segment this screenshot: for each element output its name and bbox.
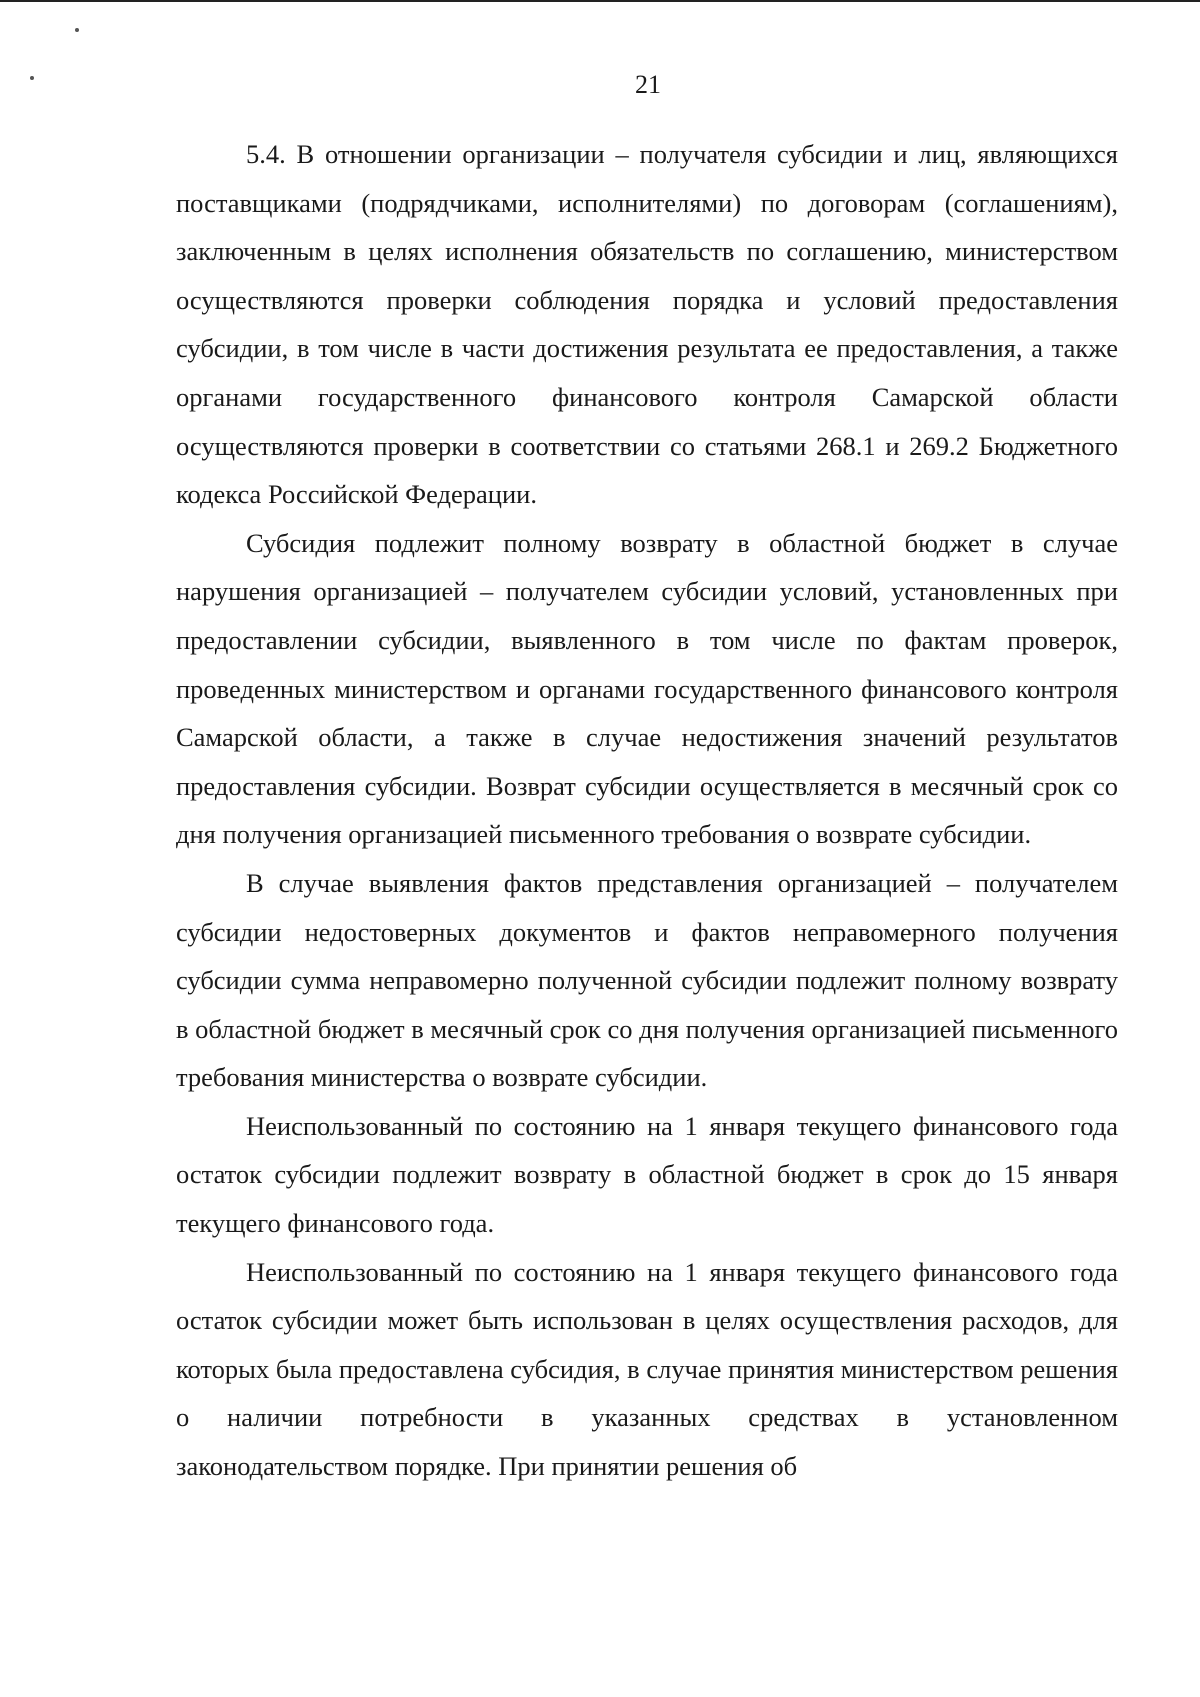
document-body	[176, 130, 1118, 1491]
paragraph-unused-balance-use: Неиспользованный по состоянию на 1 января текущего финансового года остаток субсидии может быть использован в целях осуществления расходов, для которых была предоставлена субсидия, в случае принятия министерством решения о наличии потребности в указанных средствах в установленном законодательством порядке. При принятии решения об	[176, 1256, 1118, 1482]
paragraph-unused-balance-return: Неиспользованный по состоянию на 1 января текущего финансового года остаток субсидии подлежит возврату в областной бюджет в срок до 15 января текущего финансового года.	[176, 1110, 1118, 1239]
scan-top-edge	[0, 0, 1200, 2]
scan-speck	[75, 28, 79, 32]
paragraph-section-5-4: 5.4. В отношении организации – получателя субсидии и лиц, являющихся поставщиками (подрядчиками, исполнителями) по договорам (соглашениям), заключенным в целях исполнения обязательств по соглашению, министерством осуществляются проверки соблюдения порядка и условий предоставления субсидии, в том числе в части достижения результата ее предоставления, а также органами государственного финансового контроля Самарской области осуществляются проверки в соответствии со статьями 268.1 и 269.2 Бюджетного кодекса Российской Федерации.	[176, 139, 1118, 510]
paragraph-unlawful-receipt: В случае выявления фактов представления организацией – получателем субсидии недостоверных документов и фактов неправомерного получения субсидии сумма неправомерно полученной субсидии подлежит полному возврату в областной бюджет в месячный срок со дня получения организацией письменного требования министерства о возврате субсидии.	[176, 867, 1118, 1093]
paragraph-full-return: Субсидия подлежит полному возврату в областной бюджет в случае нарушения организацией – получателем субсидии условий, установленных при предоставлении субсидии, выявленного в том числе по фактам проверок, проведенных министерством и органами государственного финансового контроля Самарской области, а также в случае недостижения значений результатов предоставления субсидии. Возврат субсидии осуществляется в месячный срок со дня получения организацией письменного требования о возврате субсидии.	[176, 527, 1118, 850]
page-number: 21	[635, 70, 661, 99]
